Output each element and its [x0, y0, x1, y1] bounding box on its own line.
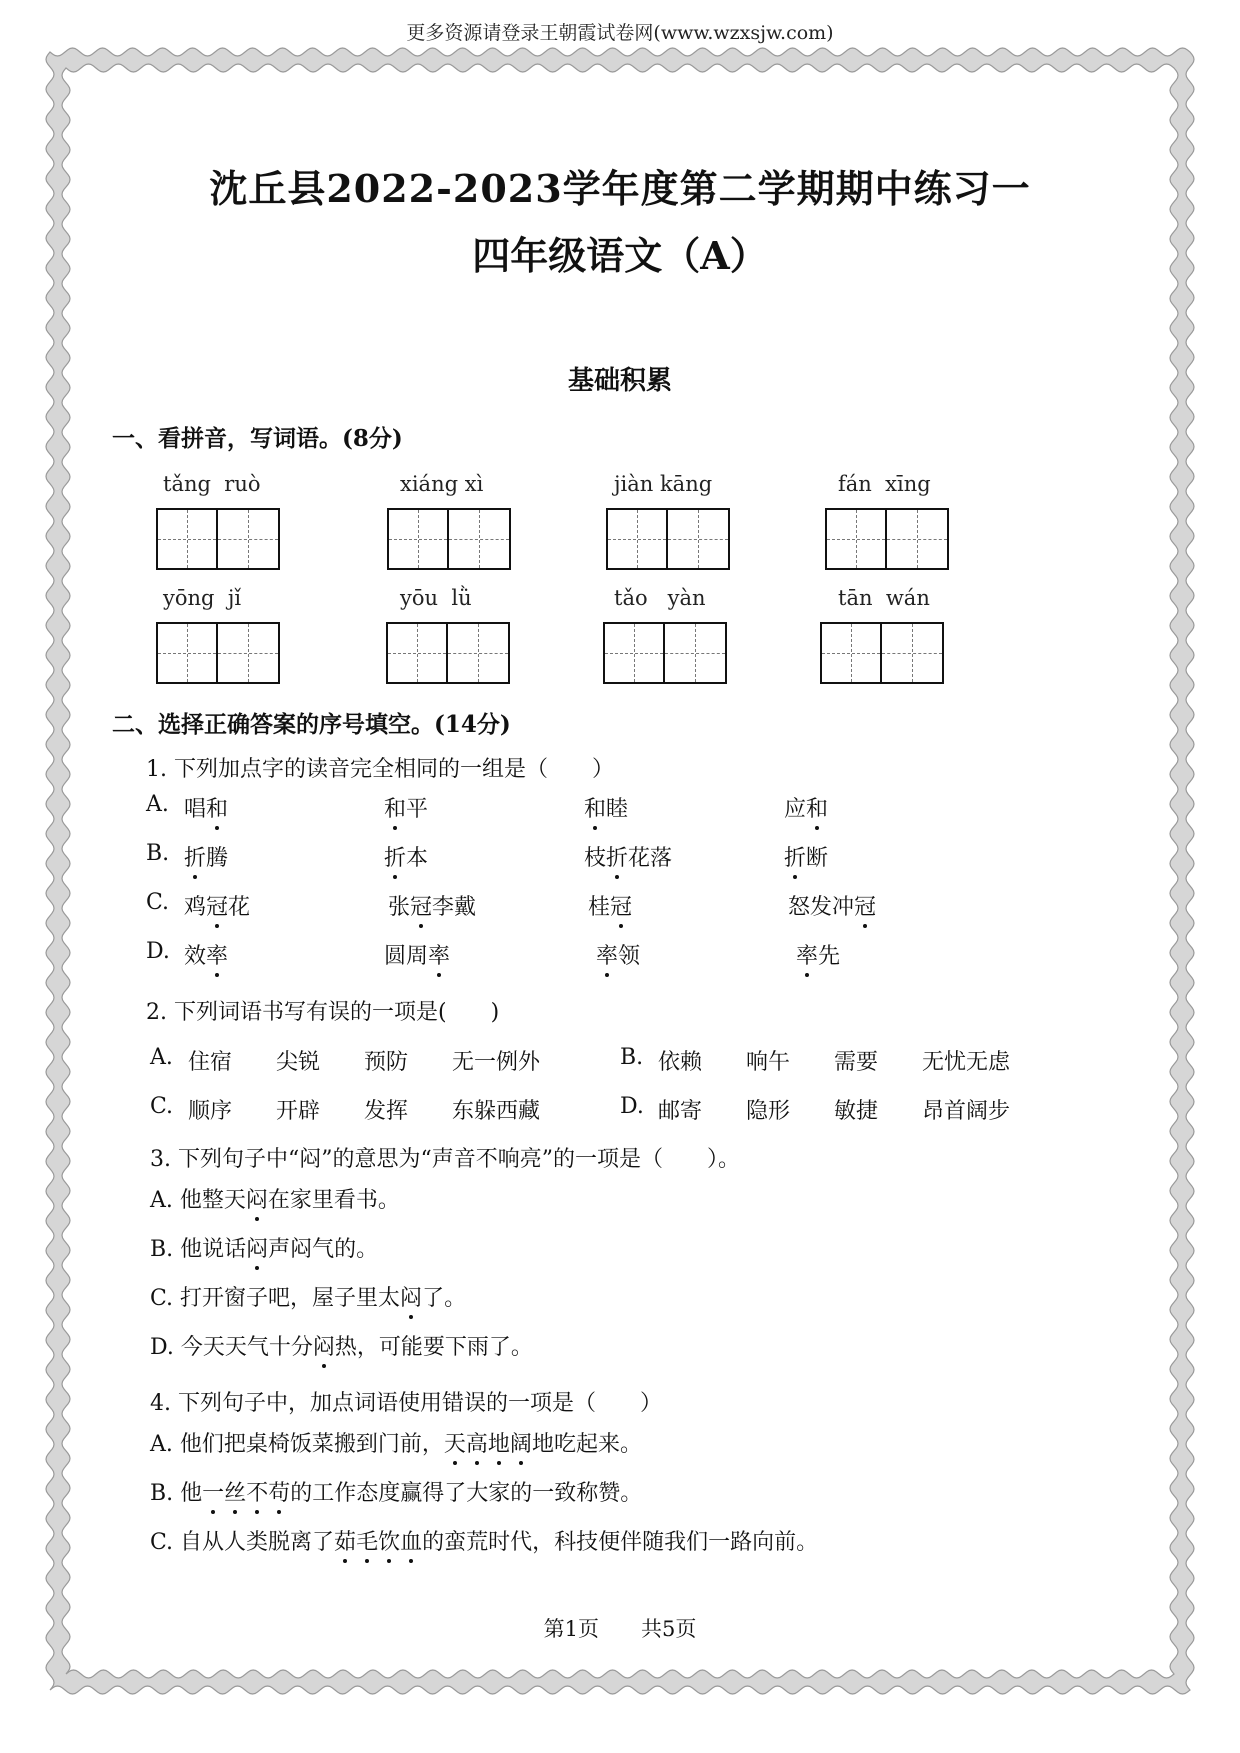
pinyin-label: tǎng ruò — [163, 472, 261, 496]
exam-subtitle: 四年级语文（A） — [472, 233, 768, 278]
dotted-char: 闷 — [400, 1281, 422, 1312]
dotted-char: 毛 — [356, 1525, 378, 1556]
option-label: A. — [150, 1045, 173, 1070]
dotted-word — [444, 1432, 532, 1457]
dotted-char: 一 — [202, 1476, 224, 1507]
option-word: 需要 — [834, 1050, 879, 1075]
option-word: 隐形 — [746, 1099, 791, 1124]
dotted-char: 冠 — [206, 890, 228, 921]
option-word: 和睦 — [584, 792, 628, 823]
pinyin-label: jiàn kāng — [614, 472, 713, 496]
dotted-char: 冠 — [610, 890, 632, 921]
tianzige-box[interactable] — [156, 508, 280, 570]
option-label: D. — [620, 1094, 644, 1119]
dotted-char: 地 — [488, 1427, 510, 1458]
option-word: 住宿 — [188, 1050, 233, 1075]
option-word: 圆周率 — [384, 939, 450, 970]
option-word: 怒发冲冠 — [788, 890, 876, 921]
option-word: 张冠李戴 — [388, 890, 476, 921]
tianzige-box[interactable] — [606, 508, 730, 570]
q1-heading: 一、看拼音，写词语。(8分) — [112, 425, 403, 452]
dotted-char: 率 — [428, 939, 450, 970]
pinyin-label: xiáng xì — [400, 472, 484, 496]
option-label: B. — [620, 1045, 644, 1070]
dotted-char: 折 — [184, 841, 206, 872]
option-label: B. — [146, 841, 170, 866]
option-word: 响午 — [746, 1050, 791, 1075]
option-word: 依赖 — [658, 1050, 703, 1075]
dotted-char: 不 — [246, 1476, 268, 1507]
option-label: D. — [146, 939, 170, 964]
tianzige-box[interactable] — [156, 622, 280, 684]
option-label: C. — [150, 1094, 174, 1119]
option-word: 开辟 — [276, 1099, 321, 1124]
dotted-char: 和 — [806, 792, 828, 823]
option-sentence: B. 他说话闷声闷气的。 — [150, 1232, 378, 1263]
option-word: 无一例外 — [452, 1050, 541, 1075]
dotted-char: 和 — [584, 792, 606, 823]
option-sentence: C. 打开窗子吧，屋子里太闷了。 — [150, 1281, 466, 1312]
option-word: 枝折花落 — [584, 841, 672, 872]
dotted-char: 折 — [606, 841, 628, 872]
option-word: 折本 — [384, 841, 428, 872]
q2-4-stem: 4. 下列句子中，加点词语使用错误的一项是（ ） — [150, 1391, 662, 1416]
option-sentence: D. 今天天气十分闷热，可能要下雨了。 — [150, 1330, 533, 1361]
dotted-char: 闷 — [313, 1330, 335, 1361]
option-word: 唱和 — [184, 792, 228, 823]
option-word: 和平 — [384, 792, 428, 823]
dotted-char: 折 — [784, 841, 806, 872]
option-word: 桂冠 — [588, 890, 632, 921]
dotted-char: 饮 — [378, 1525, 400, 1556]
option-sentence: B. 他一丝不苟的工作态度赢得了大家的一致称赞。 — [150, 1476, 642, 1507]
dotted-char: 茹 — [334, 1525, 356, 1556]
tianzige-box[interactable] — [825, 508, 949, 570]
dotted-char: 闷 — [246, 1183, 268, 1214]
tianzige-box[interactable] — [820, 622, 944, 684]
dotted-word — [202, 1481, 290, 1506]
pinyin-label: fán xīng — [838, 472, 931, 496]
option-word: 邮寄 — [658, 1099, 703, 1124]
dotted-char: 冠 — [410, 890, 432, 921]
option-label: C. — [146, 890, 170, 915]
q2-3-stem: 3. 下列句子中“闷”的意思为“声音不响亮”的一项是（ ）。 — [150, 1147, 740, 1172]
option-word: 鸡冠花 — [184, 890, 250, 921]
top-note: 更多资源请登录王朝霞试卷网(www.wzxsjw.com) — [406, 22, 834, 44]
pinyin-label: tǎo yàn — [614, 586, 706, 610]
option-word: 折断 — [784, 841, 828, 872]
option-word: 率先 — [796, 939, 840, 970]
dotted-char: 冠 — [854, 890, 876, 921]
option-word: 折腾 — [184, 841, 228, 872]
exam-title: 沈丘县2022-2023学年度第二学期期中练习一 — [209, 166, 1031, 211]
dotted-char: 和 — [384, 792, 406, 823]
q2-heading: 二、选择正确答案的序号填空。(14分) — [112, 711, 511, 738]
dotted-char: 率 — [596, 939, 618, 970]
q2-2-stem: 2. 下列词语书写有误的一项是( ) — [146, 1000, 500, 1025]
dotted-char: 率 — [796, 939, 818, 970]
dotted-char: 苟 — [268, 1476, 290, 1507]
option-word: 昂首阔步 — [922, 1099, 1011, 1124]
dotted-char: 血 — [400, 1525, 422, 1556]
option-word: 敏捷 — [834, 1099, 879, 1124]
pinyin-label: tān wán — [838, 586, 930, 610]
option-word: 效率 — [184, 939, 228, 970]
option-word: 应和 — [784, 792, 828, 823]
q2-1-stem: 1. 下列加点字的读音完全相同的一组是（ ） — [146, 757, 614, 782]
section-title: 基础积累 — [567, 366, 672, 396]
tianzige-box[interactable] — [387, 508, 511, 570]
dotted-char: 折 — [384, 841, 406, 872]
option-word: 顺序 — [188, 1099, 233, 1124]
option-sentence: A. 他们把桌椅饭菜搬到门前，天高地阔地吃起来。 — [150, 1427, 642, 1458]
option-word: 发挥 — [364, 1099, 409, 1124]
pinyin-label: yōng jǐ — [163, 586, 242, 610]
dotted-char: 阔 — [510, 1427, 532, 1458]
dotted-char: 丝 — [224, 1476, 246, 1507]
pinyin-label: yōu lǜ — [400, 586, 472, 610]
tianzige-box[interactable] — [386, 622, 510, 684]
dotted-char: 闷 — [246, 1232, 268, 1263]
option-word: 无忧无虑 — [922, 1050, 1011, 1075]
option-sentence: A. 他整天闷在家里看书。 — [150, 1183, 400, 1214]
option-word: 率领 — [596, 939, 640, 970]
tianzige-box[interactable] — [603, 622, 727, 684]
page-number-footer: 第1页 共5页 — [543, 1617, 697, 1641]
dotted-word — [334, 1530, 422, 1555]
dotted-char: 率 — [206, 939, 228, 970]
option-sentence: C. 自从人类脱离了茹毛饮血的蛮荒时代，科技便伴随我们一路向前。 — [150, 1525, 818, 1556]
option-word: 东躲西藏 — [452, 1099, 541, 1124]
option-label: A. — [146, 792, 169, 817]
dotted-char: 和 — [206, 792, 228, 823]
option-word: 尖锐 — [276, 1050, 321, 1075]
dotted-char: 高 — [466, 1427, 488, 1458]
dotted-char: 天 — [444, 1427, 466, 1458]
option-word: 预防 — [364, 1050, 409, 1075]
